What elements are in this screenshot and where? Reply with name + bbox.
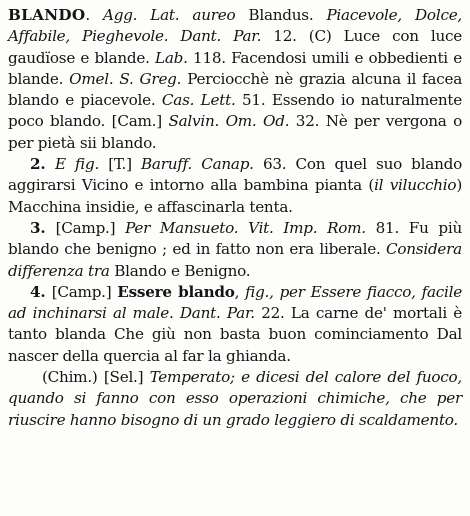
text-run: E fig. [55,155,100,174]
sense-4 [8,282,462,367]
text-run: 3. [30,218,56,237]
sense-2 [8,154,462,218]
text-run: Salvin. Om. Od. [168,112,290,131]
sense-3 [8,218,462,282]
text-run: Agg. Lat. aureo [103,6,236,24]
text-run: Piacevole, Dolce, Affabile, Pieghevole. Dant. Par. [8,6,463,46]
text-run: fig., per Essere fiacco, facile ad inchinarsi al male. Dant. Par. [8,282,462,323]
text-run: [Camp.] [55,218,126,237]
text-run: il vilucchio [374,176,457,195]
headword: BLANDO [8,6,86,24]
text-run: 12. (C) Luce con luce gaudïose e blande. [8,27,462,67]
text-run: Baruff. Canap. [140,155,254,174]
text-run: Lab. [155,48,188,67]
text-run: , [234,282,246,301]
text-run: . [85,6,104,24]
text-run: Per Mansueto. Vit. Imp. Rom. [125,218,366,237]
text-run: 32. Nè per vergona o per pietà sii blando. [8,112,462,152]
text-run: Perciocchè nè grazia alcuna il facea blando e piacevole. [8,69,462,110]
text-run: Temperato; e dicesi del calore del fuoco, quando si fanno con esso operazioni chimiche, che per riuscire hanno bisogno di un grado leggiero di scaldamento. [8,368,463,429]
text-run: (Chim.) [Sel.] [42,368,150,387]
text-run: 63. Con quel suo blando aggirarsi Vicino e intorno alla bambina pianta ( [8,155,462,195]
text-run: 4. [30,282,52,301]
text-run: Essere blando [117,282,235,301]
text-run: 81. Fu più blando che benigno ; ed in fatto non era liberale. [8,218,462,259]
text-run: Blando e Benigno. [109,261,251,280]
sense-chim [8,367,462,431]
entry-main [8,5,462,154]
main-sense-text [8,6,462,152]
text-run: Considera differenza tra [8,240,462,280]
text-run: 22. La carne de' mortali è tanto blanda Che giù non basta buon cominciamento Dal nascer della quercia al far la ghianda. [8,304,462,365]
text-run: 2. [30,155,55,174]
text-run: 51. Essendo io naturalmente poco blando. [Cam.] [8,91,462,131]
text-run: Blandus. [235,6,327,24]
text-run: [Camp.] [51,282,118,301]
text-run: [T.] [99,155,141,174]
text-run: Cas. Lett. [161,91,236,110]
text-run: Omel. S. Greg. [69,69,182,88]
text-run: 118. Facendosi umili e obbedienti e blande. [8,48,462,88]
text-run: ) Macchina insidie, e affascinarla tenta. [8,176,462,216]
